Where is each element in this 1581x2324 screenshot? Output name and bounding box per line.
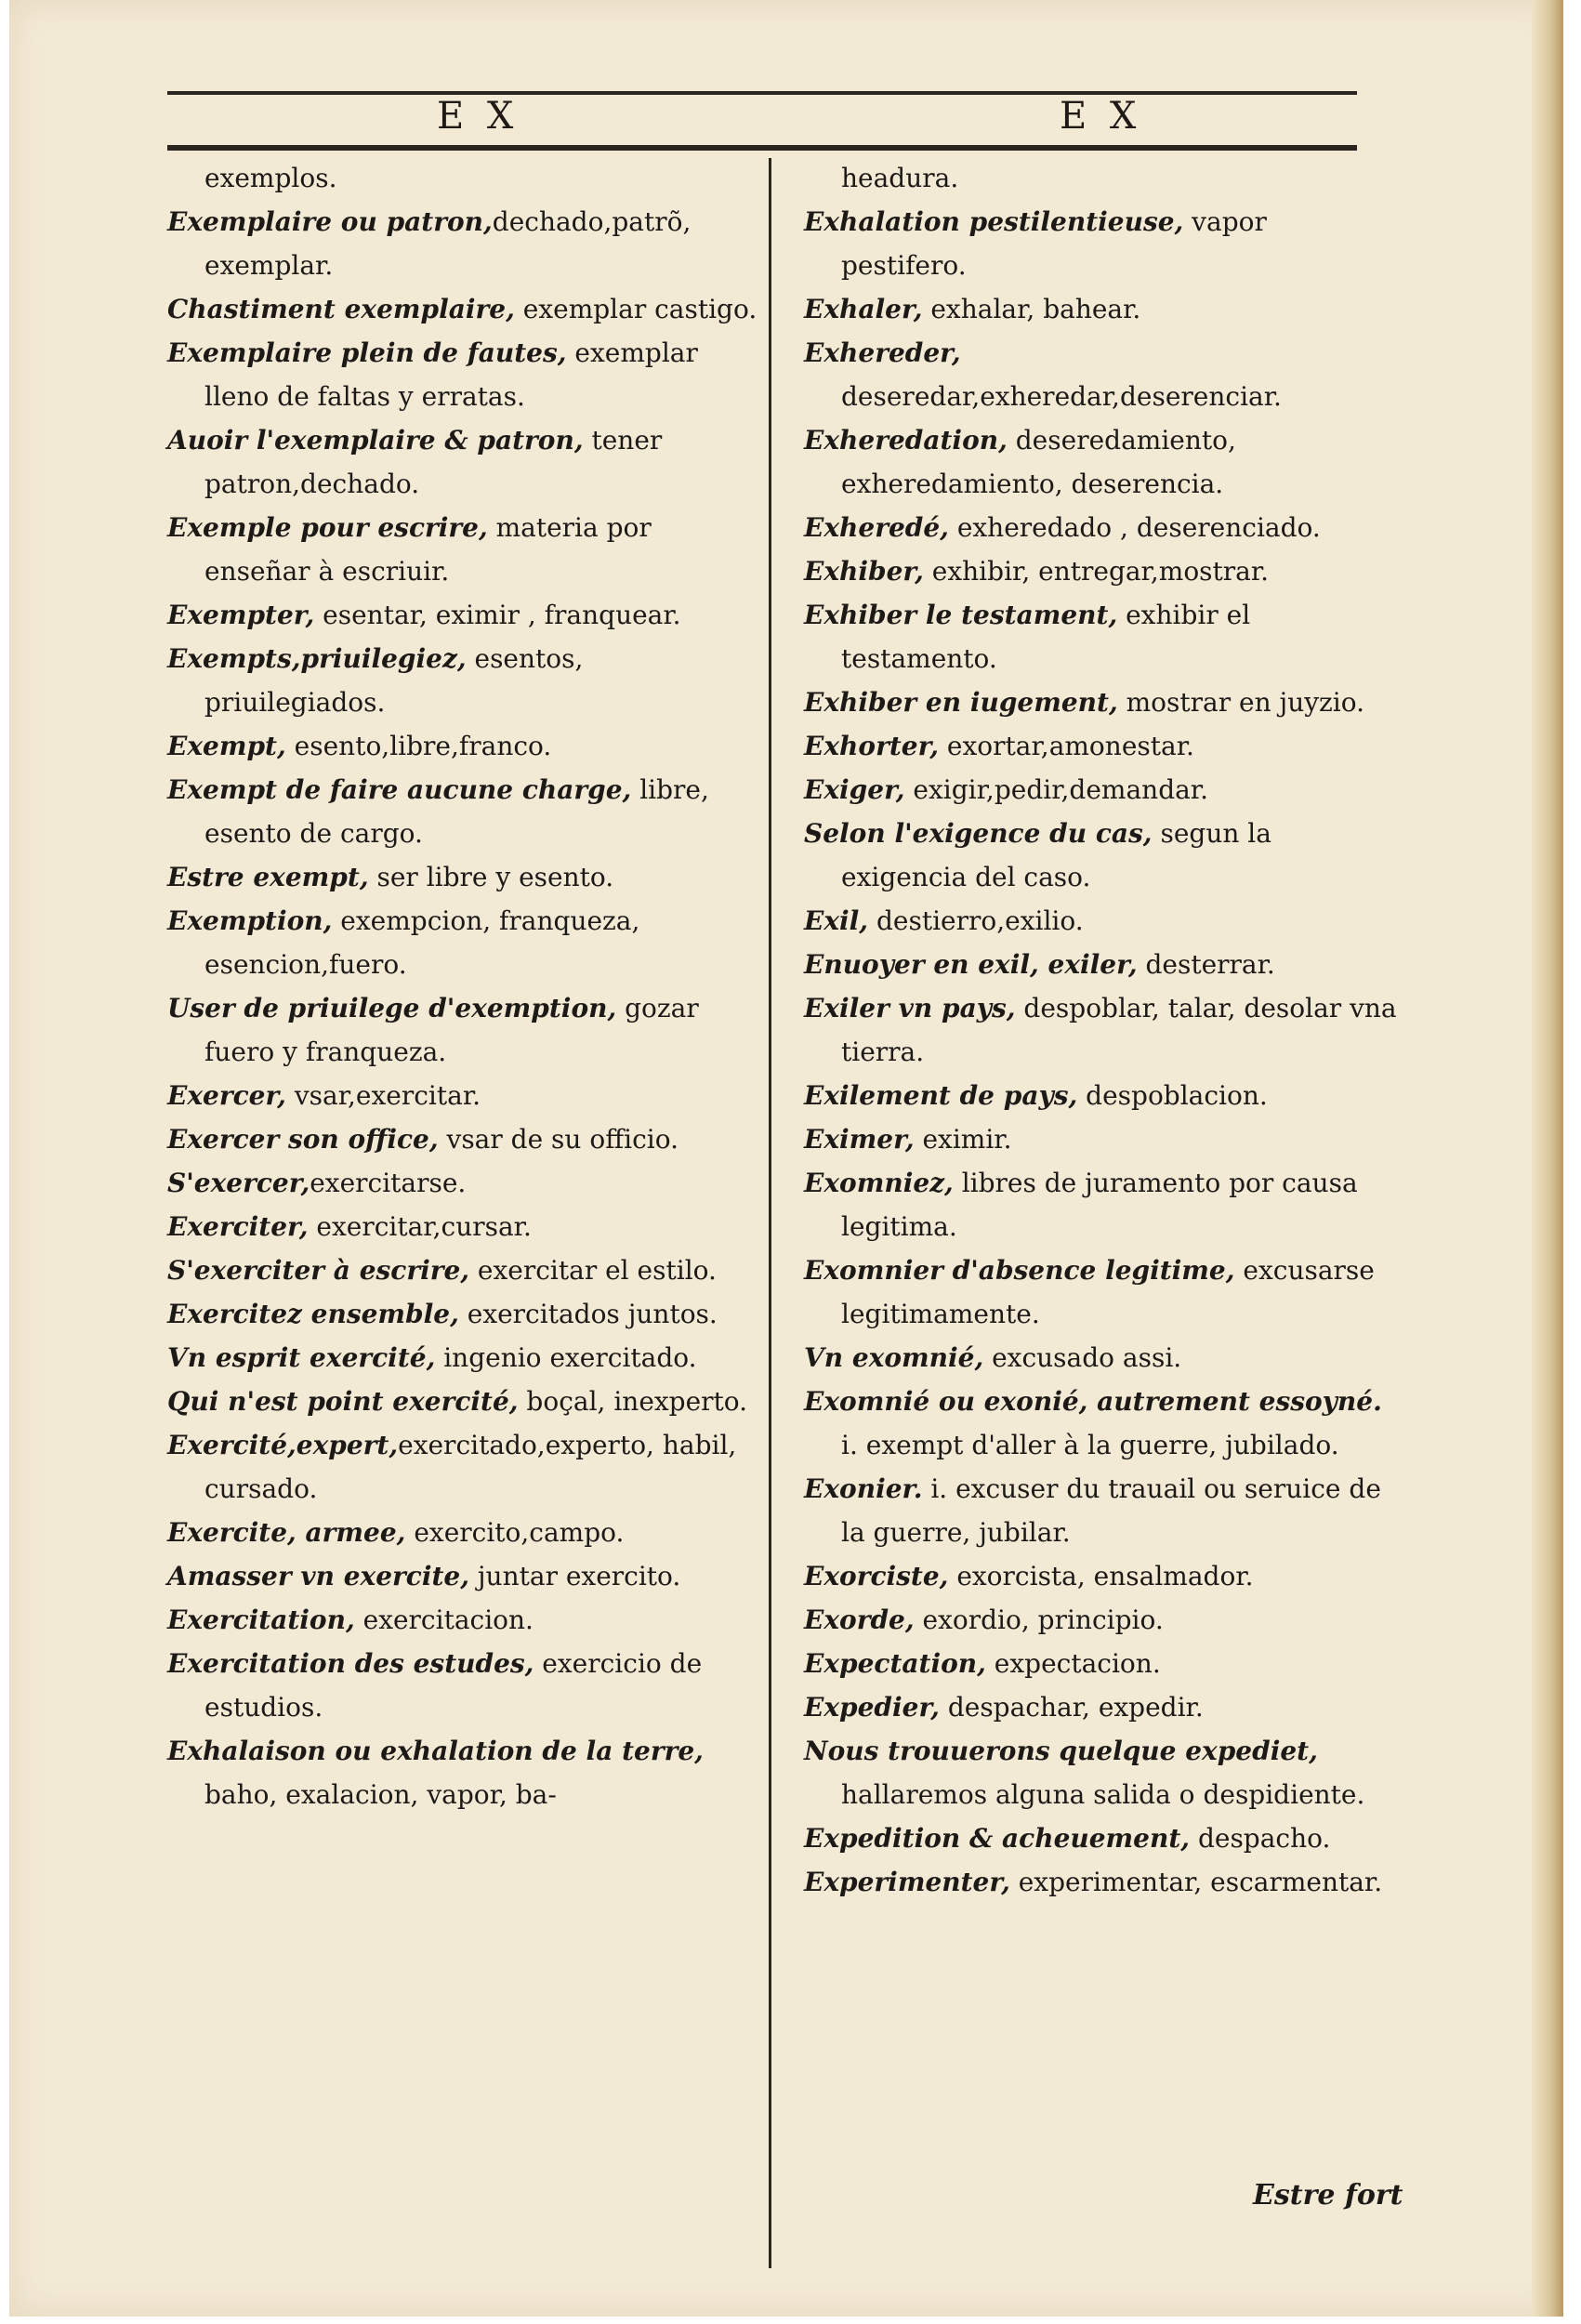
- entry-term: Exhereder,: [804, 337, 961, 368]
- entry-term: Exheredation,: [804, 425, 1008, 456]
- entry-term: Exomniez,: [804, 1168, 954, 1198]
- dictionary-entry: [804, 331, 1399, 418]
- entry-definition: expectacion.: [985, 1648, 1161, 1679]
- entry-definition: dechado,patrõ, exemplar.: [204, 206, 692, 281]
- entry-term: Exercité,expert,: [167, 1430, 399, 1460]
- entry-definition: exercito,campo.: [405, 1517, 625, 1548]
- entry-term: Experimenter,: [804, 1867, 1010, 1897]
- entry-term: Exiler vn pays,: [804, 993, 1016, 1023]
- entry-definition: exhibir el testamento.: [841, 600, 1251, 674]
- dictionary-entry: [804, 1248, 1399, 1336]
- entry-definition: gozar fuero y franqueza.: [204, 993, 699, 1067]
- dictionary-entry: [167, 593, 762, 637]
- entry-definition: libres de juramento por causa legitima.: [841, 1168, 1358, 1242]
- entry-definition: experimentar, escarmentar.: [1009, 1867, 1383, 1897]
- entry-definition: exercitacion.: [354, 1604, 534, 1635]
- dictionary-entry: [804, 1860, 1399, 1904]
- dictionary-entry: [804, 943, 1399, 986]
- dictionary-entry: [804, 1729, 1399, 1816]
- dictionary-entry: [804, 1816, 1399, 1860]
- entry-term: Exhaler,: [804, 294, 923, 324]
- entry-definition: despoblar, talar, desolar vna tierra.: [841, 993, 1397, 1067]
- entry-term: Exomnier d'absence legitime,: [804, 1255, 1235, 1286]
- entry-definition: esentos, priuilegiados.: [204, 643, 584, 718]
- entry-term: Exiger,: [804, 774, 905, 805]
- dictionary-entry: [804, 680, 1399, 724]
- entry-term: Exhalaison ou exhalation de la terre,: [167, 1736, 704, 1766]
- dictionary-entry: [804, 418, 1399, 506]
- entry-term: Exhorter,: [804, 731, 940, 761]
- entry-term: Exempts,priuilegiez,: [167, 643, 467, 674]
- running-header: [167, 84, 1357, 149]
- dictionary-entry: [804, 549, 1399, 593]
- entry-definition: exortar,amonestar.: [939, 731, 1194, 761]
- header-right: E X: [1060, 95, 1142, 138]
- entry-term: Selon l'exigence du cas,: [804, 818, 1153, 849]
- entry-definition: exheredado , deserenciado.: [948, 512, 1321, 543]
- dictionary-entry: [804, 812, 1399, 899]
- entry-term: Exercitez ensemble,: [167, 1299, 459, 1329]
- entry-term: Exercite, armee,: [167, 1517, 406, 1548]
- entry-term: Exercer son office,: [167, 1124, 439, 1155]
- dictionary-entry: [804, 1467, 1399, 1554]
- dictionary-entry: [167, 1511, 762, 1554]
- entry-definition: despoblacion.: [1077, 1080, 1268, 1111]
- entry-term: Exorciste,: [804, 1561, 949, 1591]
- entry-definition: esentar, eximir , franquear.: [314, 600, 681, 630]
- header-rule-bottom: [167, 145, 1357, 151]
- entry-definition: ingenio exercitado.: [435, 1342, 697, 1373]
- dictionary-entry: [167, 1554, 762, 1598]
- entry-term: Eximer,: [804, 1124, 915, 1155]
- entry-definition: headura.: [841, 163, 959, 193]
- dictionary-entry: [804, 899, 1399, 943]
- dictionary-entry: [804, 287, 1399, 331]
- dictionary-entry: [167, 1598, 762, 1642]
- dictionary-entry: [167, 899, 762, 986]
- entry-term: Exhiber,: [804, 556, 924, 587]
- entry-term: Exheredé,: [804, 512, 949, 543]
- entry-definition: boçal, inexperto.: [518, 1386, 748, 1417]
- entry-definition: deseredar,exheredar,deserenciar.: [841, 381, 1282, 412]
- entry-term: Estre exempt,: [167, 862, 369, 892]
- entry-definition: exemplos.: [204, 163, 337, 193]
- dictionary-entry: [804, 1598, 1399, 1642]
- entry-term: Exonier.: [804, 1473, 923, 1504]
- dictionary-entry: [167, 1161, 762, 1205]
- dictionary-entry: [167, 1423, 762, 1511]
- entry-definition: exemplar castigo.: [514, 294, 758, 324]
- entry-definition: exorcista, ensalmador.: [948, 1561, 1254, 1591]
- entry-definition: exhibir, entregar,mostrar.: [923, 556, 1270, 587]
- header-rule-top: [167, 91, 1357, 95]
- entry-term: Exempter,: [167, 600, 315, 630]
- entry-definition: exercitarse.: [310, 1168, 467, 1198]
- dictionary-entry: [167, 1336, 762, 1380]
- entry-definition: juntar exercito.: [468, 1561, 681, 1591]
- dictionary-entry: [804, 1161, 1399, 1248]
- entry-definition: vsar de su officio.: [438, 1124, 679, 1155]
- entry-definition: exercitar,cursar.: [308, 1211, 532, 1242]
- dictionary-entry: [167, 331, 762, 418]
- left-column: [167, 156, 762, 1816]
- entry-term: User de priuilege d'exemption,: [167, 993, 617, 1023]
- dictionary-entry: [167, 1117, 762, 1161]
- entry-term: Exilement de pays,: [804, 1080, 1078, 1111]
- entry-definition: deseredamiento, exheredamiento, deserencia.: [841, 425, 1236, 499]
- header-left: E X: [437, 95, 520, 138]
- dictionary-entry: [167, 287, 762, 331]
- entry-term: Nous trouuerons quelque expediet,: [804, 1736, 1318, 1766]
- dictionary-entry: [167, 506, 762, 593]
- dictionary-entry: [167, 156, 762, 200]
- dictionary-entry: [167, 1074, 762, 1117]
- entry-term: Exerciter,: [167, 1211, 309, 1242]
- dictionary-entry: [804, 593, 1399, 680]
- dictionary-entry: [804, 1380, 1399, 1467]
- entry-term: Exemplaire ou patron,: [167, 206, 493, 237]
- entry-term: Vn exomnié,: [804, 1342, 984, 1373]
- entry-definition: despachar, expedir.: [939, 1692, 1204, 1723]
- entry-definition: despacho.: [1190, 1823, 1331, 1854]
- entry-definition: eximir.: [914, 1124, 1012, 1155]
- dictionary-entry: [804, 506, 1399, 549]
- entry-term: Exhiber le testament,: [804, 600, 1118, 630]
- entry-definition: segun la exigencia del caso.: [841, 818, 1271, 892]
- entry-term: Exhalation pestilentieuse,: [804, 206, 1184, 237]
- entry-term: S'exerciter à escrire,: [167, 1255, 470, 1286]
- dictionary-entry: [167, 1205, 762, 1248]
- entry-definition: exercitados juntos.: [458, 1299, 718, 1329]
- entry-definition: i. excuser du trauail ou seruice de la guerre, jubilar.: [841, 1473, 1381, 1548]
- entry-term: Exercitation,: [167, 1604, 355, 1635]
- entry-term: Vn esprit exercité,: [167, 1342, 436, 1373]
- right-column: [804, 156, 1399, 1904]
- entry-definition: destierro,exilio.: [868, 905, 1084, 936]
- dictionary-entry: [167, 1248, 762, 1292]
- entry-definition: excusado assi.: [983, 1342, 1182, 1373]
- entry-term: Expedier,: [804, 1692, 940, 1723]
- dictionary-entry: [804, 1117, 1399, 1161]
- entry-definition: exercitado,experto, habil, cursado.: [204, 1430, 737, 1504]
- entry-term: Exemption,: [167, 905, 333, 936]
- entry-definition: materia por enseñar à escriuir.: [204, 512, 652, 587]
- dictionary-entry: [804, 1336, 1399, 1380]
- dictionary-entry: [167, 855, 762, 899]
- entry-term: Exempt de faire aucune charge,: [167, 774, 632, 805]
- dictionary-entry: [167, 1292, 762, 1336]
- dictionary-entry: [167, 1729, 762, 1816]
- dictionary-entry: [167, 768, 762, 855]
- dictionary-entry: [804, 156, 1399, 200]
- entry-term: Exhiber en iugement,: [804, 687, 1118, 718]
- entry-definition: ser libre y esento.: [368, 862, 614, 892]
- dictionary-entry: [167, 724, 762, 768]
- entry-definition: vsar,exercitar.: [285, 1080, 481, 1111]
- entry-definition: exemplar lleno de faltas y erratas.: [204, 337, 698, 412]
- entry-term: Exil,: [804, 905, 869, 936]
- entry-term: Auoir l'exemplaire & patron,: [167, 425, 584, 456]
- entry-term: Exemple pour escrire,: [167, 512, 488, 543]
- entry-definition: desterrar.: [1137, 949, 1275, 980]
- entry-definition: excusarse legitimamente.: [841, 1255, 1375, 1329]
- entry-definition: exordio, principio.: [914, 1604, 1164, 1635]
- dictionary-entry: [167, 200, 762, 287]
- entry-definition: libre, esento de cargo.: [204, 774, 709, 849]
- entry-term: Exemplaire plein de fautes,: [167, 337, 567, 368]
- dictionary-entry: [804, 1642, 1399, 1685]
- entry-definition: tener patron,dechado.: [204, 425, 663, 499]
- column-divider: [769, 158, 771, 2268]
- dictionary-entry: [167, 986, 762, 1074]
- dictionary-entry: [804, 724, 1399, 768]
- dictionary-entry: [804, 200, 1399, 287]
- dictionary-entry: [804, 1554, 1399, 1598]
- entry-definition: exhalar, bahear.: [922, 294, 1141, 324]
- entry-term: Amasser vn exercite,: [167, 1561, 469, 1591]
- entry-term: Expectation,: [804, 1648, 986, 1679]
- entry-definition: exempcion, franqueza, esencion,fuero.: [204, 905, 640, 980]
- entry-definition: vapor pestifero.: [841, 206, 1267, 281]
- dictionary-entry: [167, 1642, 762, 1729]
- entry-term: Exercer,: [167, 1080, 286, 1111]
- entry-definition: exercicio de estudios.: [204, 1648, 703, 1723]
- page-edge: [1532, 0, 1563, 2317]
- catchword: Estre fort: [1253, 2179, 1403, 2212]
- dictionary-entry: [804, 768, 1399, 812]
- entry-term: Qui n'est point exercité,: [167, 1386, 519, 1417]
- entry-definition: i. exempt d'aller à la guerre, jubilado.: [841, 1430, 1339, 1460]
- entry-definition: exercitar el estilo.: [469, 1255, 717, 1286]
- dictionary-entry: [804, 986, 1399, 1074]
- entry-term: Exomnié ou exonié, autrement essoyné.: [804, 1386, 1382, 1417]
- entry-term: Enuoyer en exil, exiler,: [804, 949, 1138, 980]
- entry-term: Exorde,: [804, 1604, 915, 1635]
- entry-term: Exercitation des estudes,: [167, 1648, 534, 1679]
- entry-term: Expedition & acheuement,: [804, 1823, 1191, 1854]
- dictionary-entry: [167, 1380, 762, 1423]
- entry-term: Chastiment exemplaire,: [167, 294, 515, 324]
- dictionary-entry: [167, 418, 762, 506]
- entry-definition: hallaremos alguna salida o despidiente.: [841, 1779, 1365, 1810]
- entry-term: S'exercer,: [167, 1168, 310, 1198]
- book-page: [9, 0, 1563, 2317]
- dictionary-entry: [167, 637, 762, 724]
- dictionary-entry: [804, 1074, 1399, 1117]
- dictionary-entry: [804, 1685, 1399, 1729]
- entry-definition: baho, exalacion, vapor, ba-: [204, 1779, 557, 1810]
- entry-definition: exigir,pedir,demandar.: [904, 774, 1209, 805]
- entry-term: Exempt,: [167, 731, 286, 761]
- entry-definition: esento,libre,franco.: [285, 731, 552, 761]
- entry-definition: mostrar en juyzio.: [1117, 687, 1365, 718]
